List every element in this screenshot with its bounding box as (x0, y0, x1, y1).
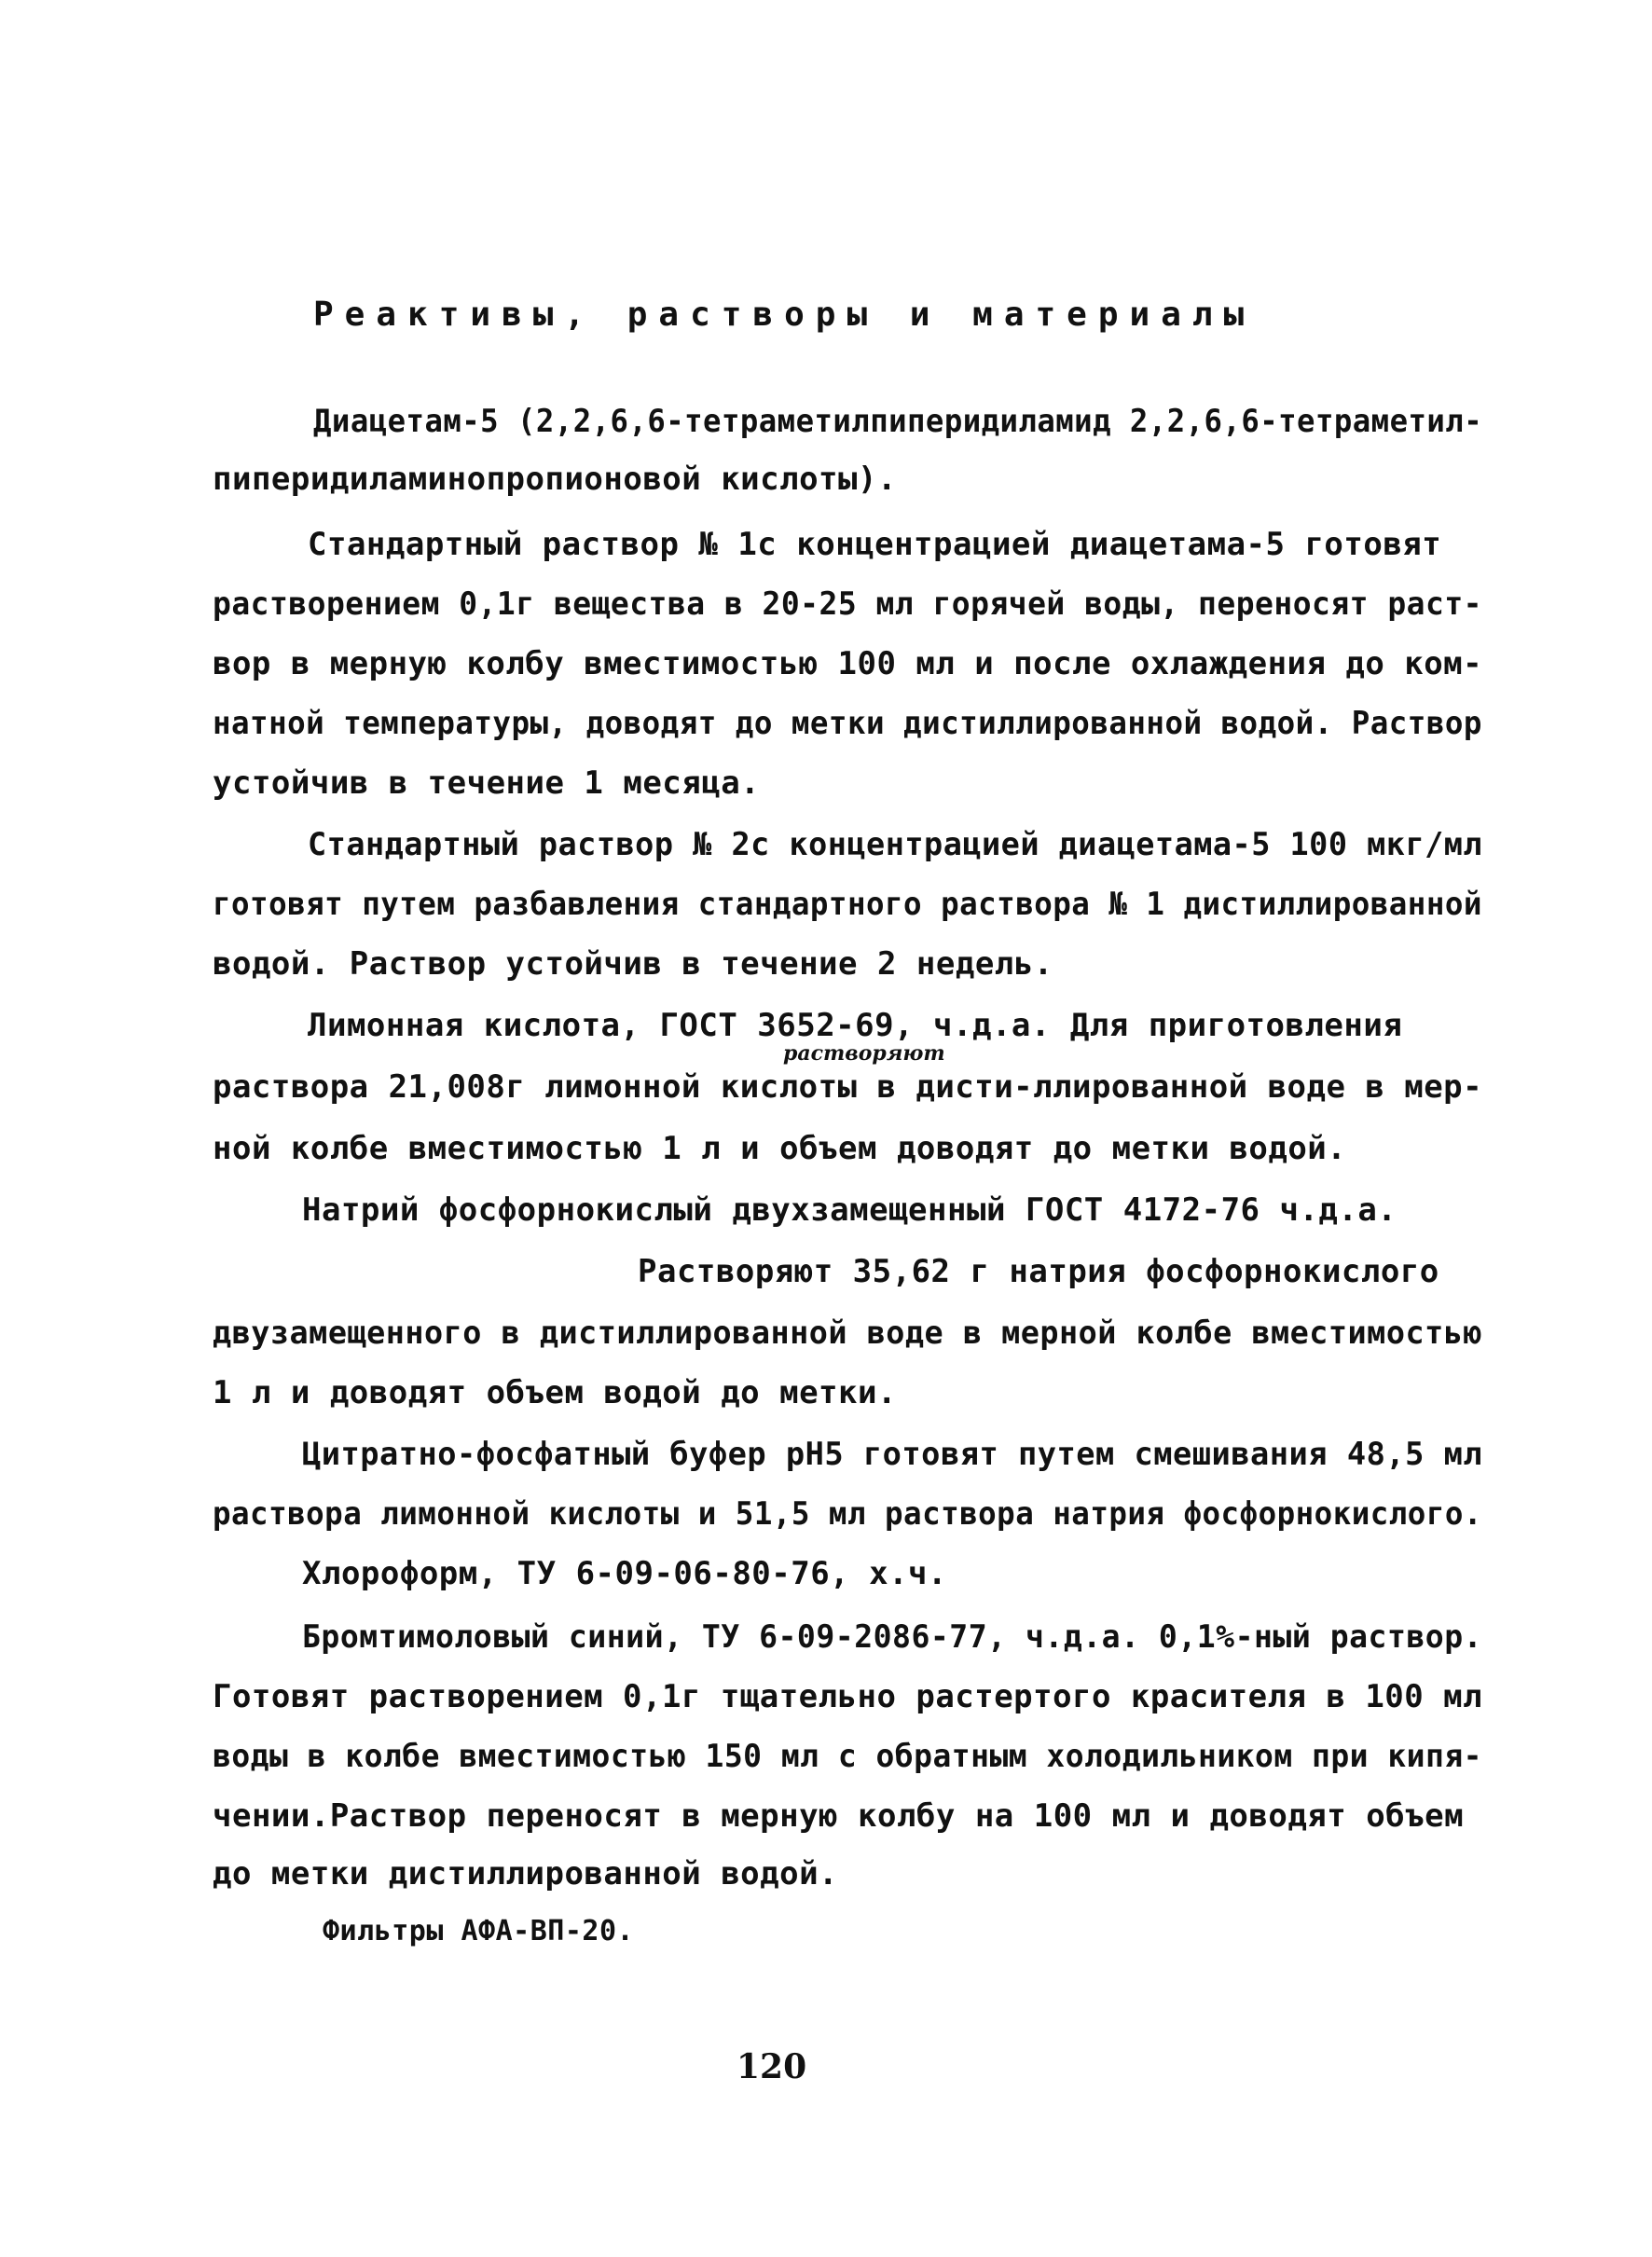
text-line: Готовят растворением 0,1г тщательно растертого красителя в 100 мл (213, 1678, 1483, 1715)
text-line: Лимонная кислота, ГОСТ 3652-69, ч.д.а. Для приготовления (308, 1007, 1403, 1044)
text-line: водой. Раствор устойчив в течение 2 недель. (213, 945, 1053, 983)
text-line: Хлороформ, ТУ 6-09-06-80-76, х.ч. (302, 1555, 948, 1592)
text-line: Стандартный раствор № 2с концентрацией диацетама-5 100 мкг/мл (308, 826, 1483, 863)
text-line: воды в колбе вместимостью 150 мл с обратным холодильником при кипя- (213, 1738, 1482, 1775)
text-line: ной колбе вместимостью 1 л и объем доводят до метки водой. (213, 1130, 1347, 1167)
text-line: раствора 21,008г лимонной кислоты в дисти-ллированной воде в мер- (213, 1068, 1483, 1106)
text-line: Фильтры АФА-ВП-20. (323, 1915, 635, 1947)
page-number: 120 (737, 2047, 807, 2086)
text-line: 1 л и доводят объем водой до метки. (213, 1374, 897, 1411)
handwritten-correction: растворяют (783, 1041, 945, 1066)
text-line: натной температуры, доводят до метки дистиллированной водой. Раствор (213, 705, 1482, 742)
text-line: двузамещенного в дистиллированной воде в мерной колбе вместимостью (213, 1314, 1483, 1352)
text-line: устойчив в течение 1 месяца. (213, 764, 761, 802)
text-line: вор в мерную колбу вместимостью 100 мл и после охлаждения до ком- (213, 645, 1483, 682)
text-line: Стандартный раствор № 1с концентрацией диацетама-5 готовят (308, 526, 1442, 563)
text-line: раствора лимонной кислоты и 51,5 мл раствора натрия фосфорнокислого. (213, 1495, 1482, 1533)
text-line: Бромтимоловый синий, ТУ 6-09-2086-77, ч.д.а. 0,1%-ный раствор. (302, 1618, 1483, 1656)
text-line: Диацетам-5 (2,2,6,6-тетраметилпиперидиламид 2,2,6,6-тетраметил- (313, 403, 1483, 440)
text-line: пиперидиламинопропионовой кислоты). (213, 461, 897, 498)
text-line: растворением 0,1г вещества в 20-25 мл горячей воды, переносят раст- (213, 585, 1482, 623)
text-line: до метки дистиллированной водой. (213, 1855, 839, 1892)
text-line: Цитратно-фосфатный буфер рН5 готовят путем смешивания 48,5 мл (302, 1436, 1483, 1473)
text-line: чении.Раствор переносят в мерную колбу на 100 мл и доводят объем (213, 1797, 1465, 1835)
text-line: Натрий фосфорнокислый двухзамещенный ГОСТ 4172-76 ч.д.а. (302, 1191, 1397, 1229)
section-heading: Реактивы, растворы и материалы (313, 296, 1256, 334)
text-line: Растворяют 35,62 г натрия фосфорнокислого (638, 1253, 1439, 1290)
text-line: готовят путем разбавления стандартного раствора № 1 дистиллированной (213, 886, 1482, 923)
